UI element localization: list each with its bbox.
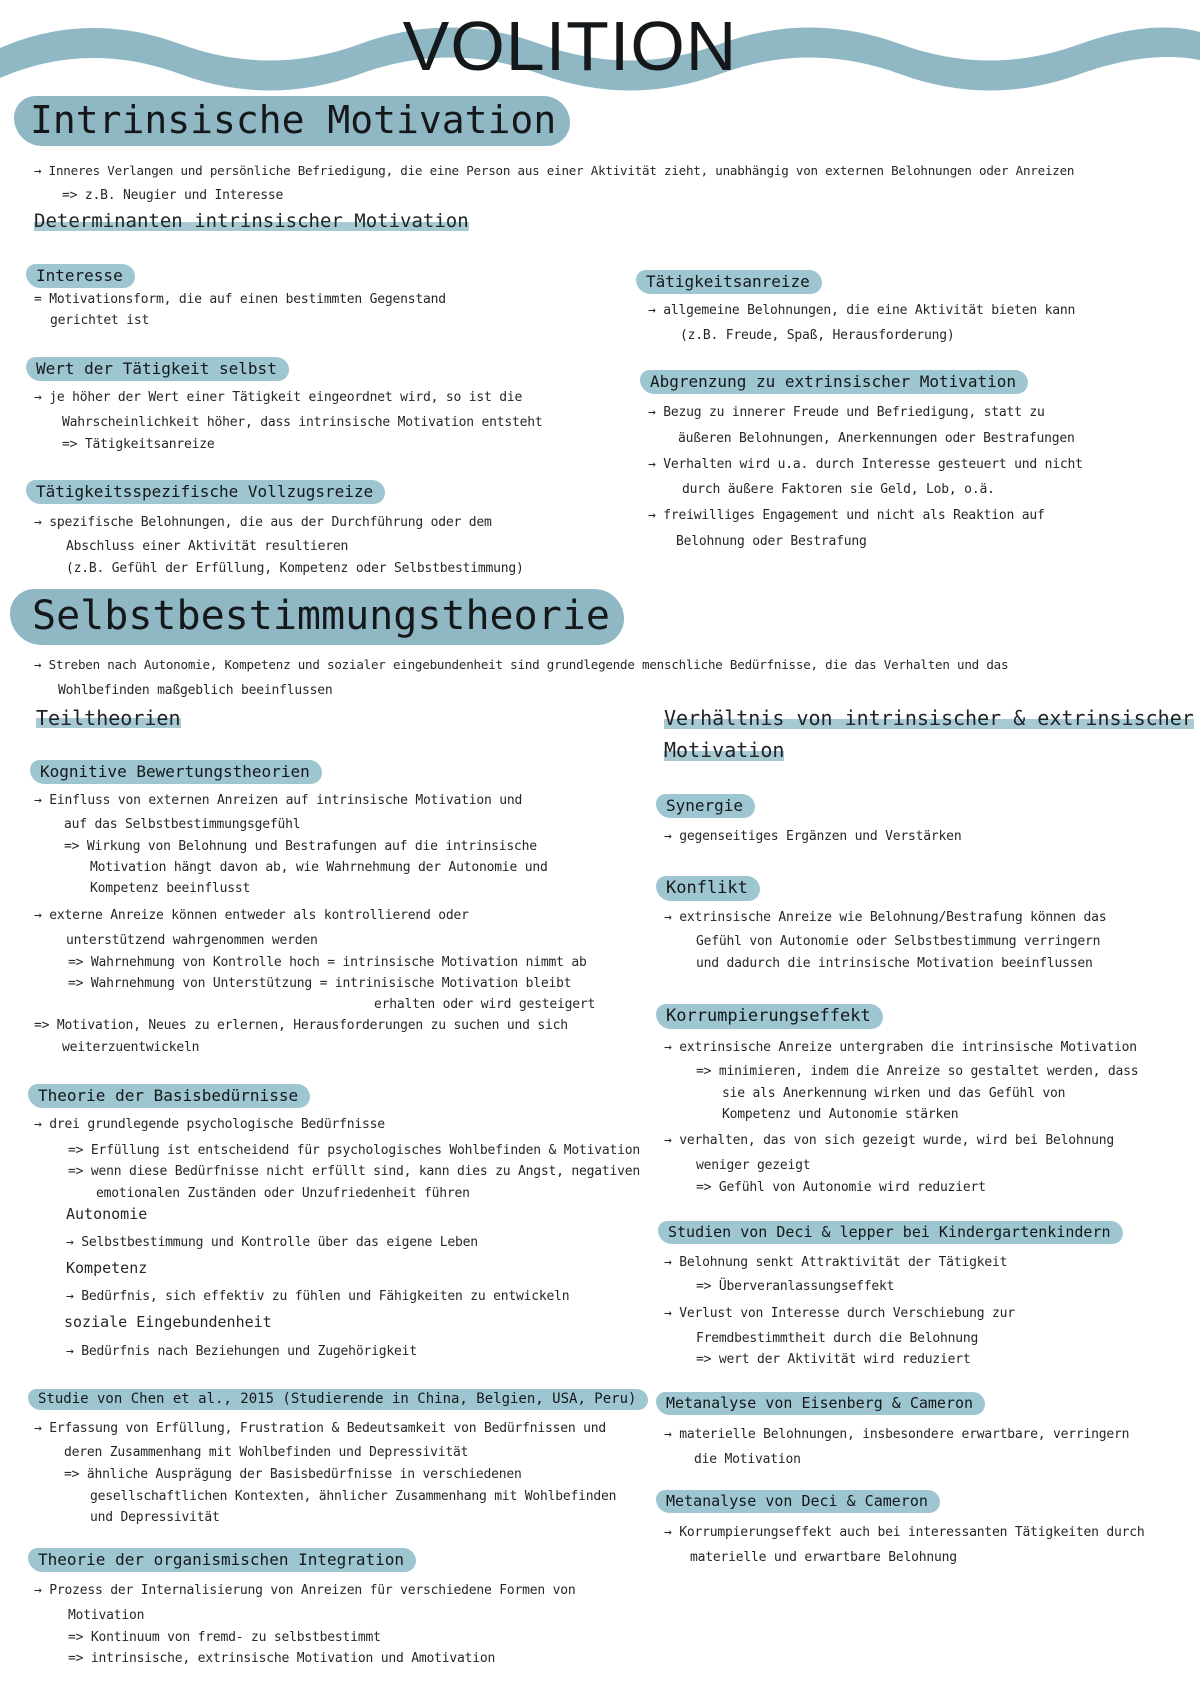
basis-label: Theorie der Basisbedürnisse xyxy=(28,1084,310,1108)
intrinsic-def-1: → Inneres Verlangen und persönliche Befriedigung, die eine Person aus einer Aktivität zieht, unabhängig von externen Belohnungen oder Anreizen xyxy=(34,163,1075,178)
organismisch-line-2: Motivation xyxy=(68,1608,145,1623)
eisenberg-line-2: die Motivation xyxy=(694,1452,801,1467)
abgrenzung-line-4: durch äußere Faktoren sie Geld, Lob, o.ä. xyxy=(682,482,995,497)
wert-line-1: → je höher der Wert einer Tätigkeit eingeordnet wird, so ist die xyxy=(34,390,523,405)
eisenberg-label: Metanalyse von Eisenberg & Cameron xyxy=(656,1392,985,1415)
eisenberg-line-1: → materielle Belohnungen, insbesondere erwartbare, verringern xyxy=(664,1427,1130,1442)
basis-line-4: emotionalen Zuständen oder Unzufriedenheit führen xyxy=(96,1186,470,1201)
konflikt-line-1: → extrinsische Anreize wie Belohnung/Bestrafung können das xyxy=(664,910,1107,925)
kognitiv-line-3: => Wirkung von Belohnung und Bestrafungen auf die intrinsische xyxy=(64,839,537,854)
anreize-line-2: (z.B. Freude, Spaß, Herausforderung) xyxy=(680,328,955,343)
interesse-line-2: gerichtet ist xyxy=(50,313,150,328)
kompetenz-text: → Bedürfnis, sich effektiv zu fühlen und Fähigkeiten zu entwickeln xyxy=(66,1289,570,1304)
vollzug-line-2: Abschluss einer Aktivität resultieren xyxy=(66,539,349,554)
basis-line-2: => Erfüllung ist entscheidend für psychologisches Wohlbefinden & Motivation xyxy=(68,1143,640,1158)
kognitiv-line-5: Kompetenz beeinflusst xyxy=(90,881,251,896)
sozial-label: soziale Eingebundenheit xyxy=(64,1313,272,1331)
chen-line-5: und Depressivität xyxy=(90,1510,220,1525)
deci-cameron-label: Metanalyse von Deci & Cameron xyxy=(656,1490,940,1513)
chen-line-2: deren Zusammenhang mit Wohlbefinden und Depressivität xyxy=(64,1445,469,1460)
vollzug-label: Tätigkeitsspezifische Vollzugsreize xyxy=(26,480,385,504)
synergie-line-1: → gegenseitiges Ergänzen und Verstärken xyxy=(664,829,962,844)
wert-line-2: Wahrscheinlichkeit höher, dass intrinsische Motivation entsteht xyxy=(62,415,543,430)
chen-label: Studie von Chen et al., 2015 (Studierende in China, Belgien, USA, Peru) xyxy=(28,1389,648,1410)
organismisch-line-4: => intrinsische, extrinsische Motivation und Amotivation xyxy=(68,1651,496,1666)
kognitiv-line-1: → Einfluss von externen Anreizen auf intrinsische Motivation und xyxy=(34,793,523,808)
chen-line-1: → Erfassung von Erfüllung, Frustration & Bedeutsamkeit von Bedürfnissen und xyxy=(34,1421,606,1436)
deci-cameron-line-2: materielle und erwartbare Belohnung xyxy=(690,1550,957,1565)
abgrenzung-line-2: äußeren Belohnungen, Anerkennungen oder Bestrafungen xyxy=(678,431,1075,446)
chen-line-4: gesellschaftlichen Kontexten, ähnlicher Zusammenhang mit Wohlbefinden xyxy=(90,1489,617,1504)
kognitiv-line-7: unterstützend wahrgenommen werden xyxy=(66,933,318,948)
organismisch-label: Theorie der organismischen Integration xyxy=(28,1548,416,1572)
interesse-line-1: = Motivationsform, die auf einen bestimmten Gegenstand xyxy=(34,292,446,307)
korrumpierung-line-7: => Gefühl von Autonomie wird reduziert xyxy=(696,1180,986,1195)
kognitiv-line-8: => Wahrnehmung von Kontrolle hoch = intrinsische Motivation nimmt ab xyxy=(68,955,587,970)
kognitiv-line-4: Motivation hängt davon ab, wie Wahrnehmung der Autonomie und xyxy=(90,860,548,875)
intrinsic-def-2: => z.B. Neugier und Interesse xyxy=(62,188,284,203)
basis-line-1: → drei grundlegende psychologische Bedürfnisse xyxy=(34,1117,385,1132)
deci-lepper-line-3: → Verlust von Interesse durch Verschiebung zur xyxy=(664,1306,1015,1321)
intrinsic-heading: Intrinsische Motivation xyxy=(14,96,570,146)
kognitiv-line-2: auf das Selbstbestimmungsgefühl xyxy=(64,817,301,832)
vollzug-line-3: (z.B. Gefühl der Erfüllung, Kompetenz oder Selbstbestimmung) xyxy=(66,561,524,576)
autonomie-label: Autonomie xyxy=(66,1205,148,1223)
korrumpierung-label: Korrumpierungseffekt xyxy=(656,1004,883,1029)
verhaeltnis-heading-1: Verhältnis von intrinsischer & extrinsischer xyxy=(664,706,1194,730)
kognitiv-line-12: weiterzuentwickeln xyxy=(62,1040,200,1055)
chen-line-3: => ähnliche Ausprägung der Basisbedürfnisse in verschiedenen xyxy=(64,1467,522,1482)
kognitiv-line-9: => Wahrnehmung von Unterstützung = intrinisische Motivation bleibt xyxy=(68,976,572,991)
deci-lepper-label: Studien von Deci & lepper bei Kindergartenkindern xyxy=(658,1221,1123,1244)
korrumpierung-line-5: → verhalten, das von sich gezeigt wurde, wird bei Belohnung xyxy=(664,1133,1114,1148)
vollzug-line-1: → spezifische Belohnungen, die aus der Durchführung oder dem xyxy=(34,515,492,530)
korrumpierung-line-2: => minimieren, indem die Anreize so gestaltet werden, dass xyxy=(696,1064,1139,1079)
sozial-text: → Bedürfnis nach Beziehungen und Zugehörigkeit xyxy=(66,1344,417,1359)
korrumpierung-line-1: → extrinsische Anreize untergraben die intrinsische Motivation xyxy=(664,1040,1137,1055)
organismisch-line-3: => Kontinuum von fremd- zu selbstbestimmt xyxy=(68,1630,381,1645)
konflikt-line-3: und dadurch die intrinsische Motivation beeinflussen xyxy=(696,956,1093,971)
anreize-line-1: → allgemeine Belohnungen, die eine Aktivität bieten kann xyxy=(648,303,1076,318)
sdt-def-2: Wohlbefinden maßgeblich beeinflussen xyxy=(58,683,333,698)
kognitiv-line-10: erhalten oder wird gesteigert xyxy=(374,997,596,1012)
kognitiv-line-6: → externe Anreize können entweder als kontrollierend oder xyxy=(34,908,469,923)
basis-line-3: => wenn diese Bedürfnisse nicht erfüllt sind, kann dies zu Angst, negativen xyxy=(68,1164,640,1179)
autonomie-text: → Selbstbestimmung und Kontrolle über das eigene Leben xyxy=(66,1235,478,1250)
kompetenz-label: Kompetenz xyxy=(66,1259,148,1277)
synergie-label: Synergie xyxy=(656,794,755,818)
deci-lepper-line-2: => Überveranlassungseffekt xyxy=(696,1279,895,1294)
deci-lepper-line-5: => wert der Aktivität wird reduziert xyxy=(696,1352,971,1367)
deci-lepper-line-4: Fremdbestimmtheit durch die Belohnung xyxy=(696,1331,979,1346)
kognitiv-line-11: => Motivation, Neues zu erlernen, Herausforderungen zu suchen und sich xyxy=(34,1018,568,1033)
korrumpierung-line-4: Kompetenz und Autonomie stärken xyxy=(722,1107,959,1122)
abgrenzung-line-3: → Verhalten wird u.a. durch Interesse gesteuert und nicht xyxy=(648,457,1083,472)
abgrenzung-line-6: Belohnung oder Bestrafung xyxy=(676,534,867,549)
teiltheorien-heading: Teiltheorien xyxy=(36,706,181,730)
deci-lepper-line-1: → Belohnung senkt Attraktivität der Tätigkeit xyxy=(664,1255,1008,1270)
abgrenzung-line-5: → freiwilliges Engagement und nicht als Reaktion auf xyxy=(648,508,1045,523)
abgrenzung-label: Abgrenzung zu extrinsischer Motivation xyxy=(640,370,1028,394)
konflikt-line-2: Gefühl von Autonomie oder Selbstbestimmung verringern xyxy=(696,934,1101,949)
anreize-label: Tätigkeitsanreize xyxy=(636,270,822,294)
abgrenzung-line-1: → Bezug zu innerer Freude und Befriedigung, statt zu xyxy=(648,405,1045,420)
wert-line-3: => Tätigkeitsanreize xyxy=(62,437,215,452)
sdt-def-1: → Streben nach Autonomie, Kompetenz und sozialer eingebundenheit sind grundlegende menschliche Bedürfnisse, die das Verhalten und das xyxy=(34,657,1009,672)
korrumpierung-line-3: sie als Anerkennung wirken und das Gefühl von xyxy=(722,1086,1066,1101)
korrumpierung-line-6: weniger gezeigt xyxy=(696,1158,811,1173)
konflikt-label: Konflikt xyxy=(656,876,760,901)
determinants-heading: Determinanten intrinsischer Motivation xyxy=(34,210,469,232)
kognitiv-label: Kognitive Bewertungstheorien xyxy=(30,760,322,784)
organismisch-line-1: → Prozess der Internalisierung von Anreizen für verschiedene Formen von xyxy=(34,1583,576,1598)
page-title: VOLITION xyxy=(402,7,738,85)
verhaeltnis-heading-2: Motivation xyxy=(664,738,785,762)
wert-label: Wert der Tätigkeit selbst xyxy=(26,357,289,381)
interesse-label: Interesse xyxy=(26,264,135,288)
deci-cameron-line-1: → Korrumpierungseffekt auch bei interessanten Tätigkeiten durch xyxy=(664,1525,1145,1540)
sdt-heading: Selbstbestimmungstheorie xyxy=(10,589,624,645)
